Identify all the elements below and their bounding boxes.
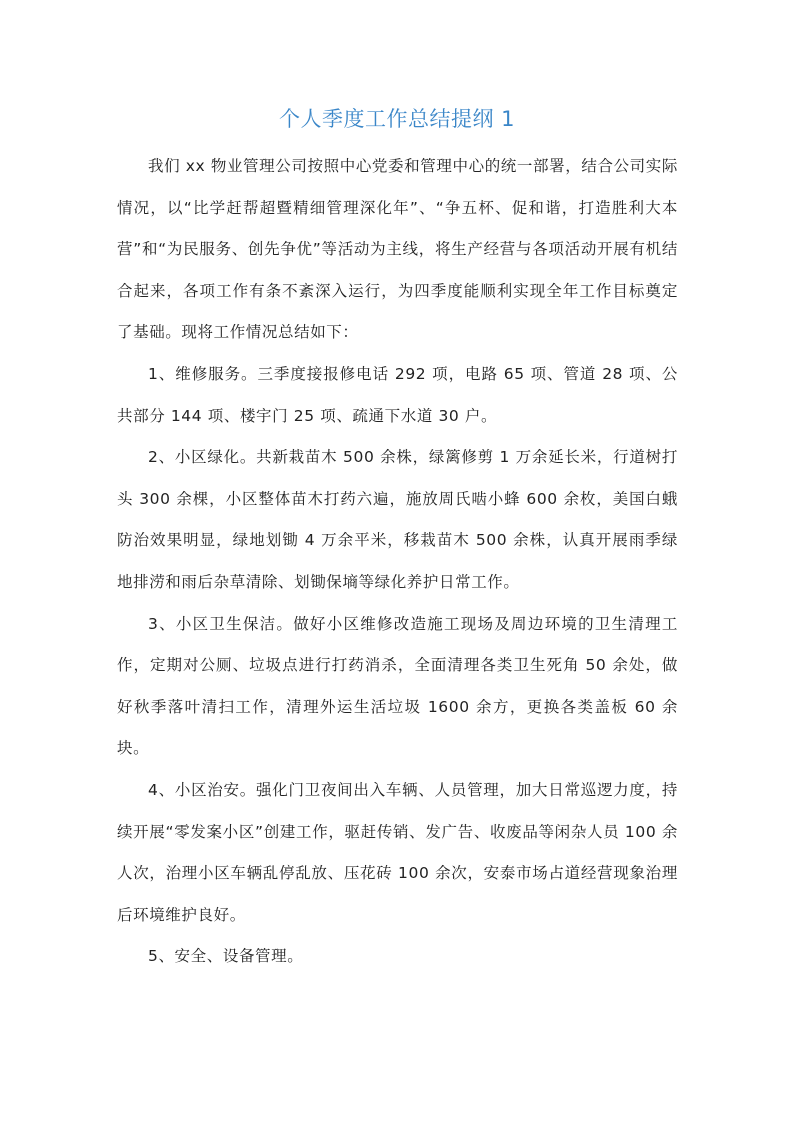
paragraph-safety-equipment: 5、安全、设备管理。 <box>148 947 304 966</box>
document-title: 个人季度工作总结提纲 1 <box>278 107 516 131</box>
paragraph-greening: 2、小区绿化。共新栽苗木 500 余株，绿篱修剪 1 万余延长米，行道树打头 300 余棵，小区整体苗木打药六遍，施放周氏啮小蜂 600 余枚，美国白蛾防治效果明显，绿地划锄 4 万余平米，移栽苗木 500 余株，认真开展雨季绿地排涝和雨后杂草清除、划锄保墒等绿化养护日常工作。 <box>117 448 678 591</box>
paragraph-intro: 我们 xx 物业管理公司按照中心党委和管理中心的统一部署，结合公司实际情况，以“比学赶帮超暨精细管理深化年”、“争五杯、促和谐，打造胜利大本营”和“为民服务、创先争优”等活动为主线，将生产经营与各项活动开展有机结合起来，各项工作有条不紊深入运行，为四季度能顺利实现全年工作目标奠定了基础。现将工作情况总结如下： <box>117 157 678 342</box>
paragraph-repair-service: 1、维修服务。三季度接报修电话 292 项，电路 65 项、管道 28 项、公共部分 144 项、楼宇门 25 项、疏通下水道 30 户。 <box>117 364 678 425</box>
document-body <box>117 146 678 978</box>
paragraph-security: 4、小区治安。强化门卫夜间出入车辆、人员管理，加大日常巡逻力度，持续开展“零发案小区”创建工作，驱赶传销、发广告、收废品等闲杂人员 100 余人次，治理小区车辆乱停乱放、压花砖 100 余次，安泰市场占道经营现象治理后环境维护良好。 <box>117 780 678 924</box>
paragraph-sanitation: 3、小区卫生保洁。做好小区维修改造施工现场及周边环境的卫生清理工作，定期对公厕、垃圾点进行打药消杀，全面清理各类卫生死角 50 余处，做好秋季落叶清扫工作，清理外运生活垃圾 1600 余方，更换各类盖板 60 余块。 <box>117 614 678 758</box>
